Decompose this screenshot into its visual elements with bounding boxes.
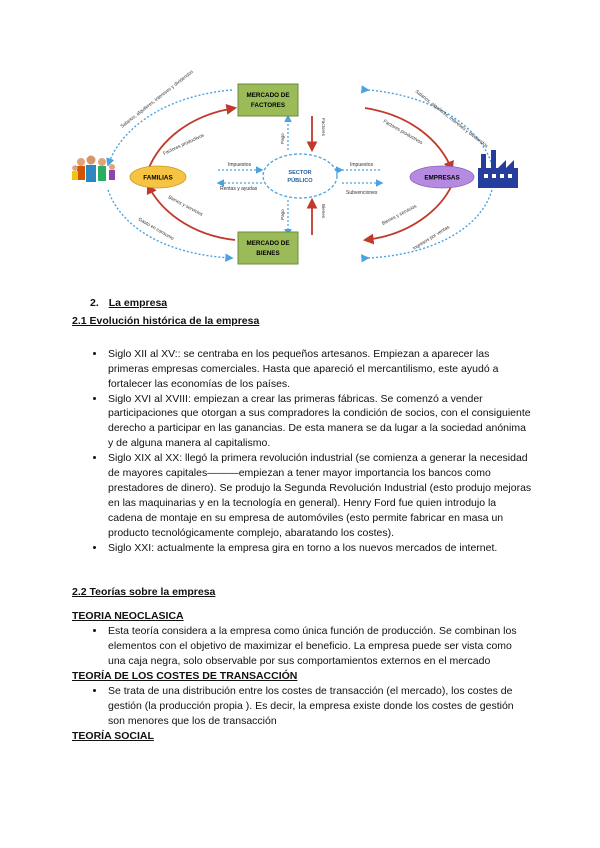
flow-label: Pago [280,209,285,220]
node-label: FACTORES [250,102,286,109]
flow-label: Ingresos por ventas [412,225,451,252]
list-item: • Siglo XIX al XX: llegó la primera revolución industrial (se comienza a generar la necesidad de mayores capitales———empiezan a tener mayor importancia los bancos como prestadores de dinero). Se produjo la Segunda Revolución Industrial (esto produjo mejoras en las maquinarias y en la tecnología en general). Henry Ford fue quien introdujo la cadena de montaje en su empresa de automóviles (esto permite fabricar en masa un producto tecnológicamente complejo, abaratando los costes). [106,451,532,540]
history-list [72,347,532,556]
flow-label: Bienes y servicios [167,195,204,218]
family-icon [72,156,115,183]
list-item: • Esta teoría considera a la empresa como única función de producción. Se combinan los elementos con el objetivo de maximizar el beneficio. La empresa puede ser vista como una caja negra, solo observable por sus comportamientos externos en el mercado [106,624,532,669]
list-item: • Siglo XVI al XVIII: empiezan a crear las primeras fábricas. Se comenzó a vender participaciones que otorgan a sus compradores la condición de socios, con el consiguiente derecho a participar en las ganancias. De esta manera se da lugar a la sociedad anónima y de alguna manera al capitalismo. [106,392,532,452]
flow-label: Bienes y servicios [381,204,418,227]
node-label: PÚBLICO [287,178,313,184]
node-label: MERCADO DE [246,92,290,99]
node-label: FAMILIAS [143,174,173,182]
node-mercado-bienes [238,232,298,264]
flow-label: Pago [280,133,285,144]
subsection-heading: 2.2 Teorías sobre la empresa [72,585,216,598]
flow-label: Impuestos [228,162,252,168]
section-number: 2. [90,297,99,309]
node-label: SECTOR [288,170,312,176]
theory-list [72,624,532,669]
factory-icon [478,150,518,188]
theory-heading: TEORÍA SOCIAL [72,729,154,742]
flow-label: Factores [321,118,326,136]
node-label: EMPRESAS [424,174,460,182]
node-sector-publico [263,154,337,198]
node-familias [130,166,186,188]
subsection-heading: 2.1 Evolución histórica de la empresa [72,314,260,327]
flow-label: Factores productivos [162,133,206,157]
document-body [72,296,532,744]
node-label: MERCADO DE [246,240,290,247]
circular-flow-diagram [60,70,540,275]
theory-heading: TEORÍA DE LOS COSTES DE TRANSACCIÓN [72,670,298,683]
flow-label: Rentas y ayudas [220,186,258,192]
list-item: • Se trata de una distribución entre los costes de transacción (el mercado), los costes de gestión (la producción propia ). Es decir, la empresa existe donde los costes de gestión son menores que los de transacción [106,684,532,729]
list-item: • Siglo XII al XV:: se centraba en los pequeños artesanos. Empiezan a aparecer las primeras empresas comerciales. Hasta que apareció el mercantilismo, este ayudó a fortalecer las economías de los países. [106,347,532,392]
section-title: La empresa [108,297,168,309]
flow-label: Subvenciones [346,190,378,196]
theory-list [72,684,532,729]
section-heading [90,296,532,311]
theory-heading: TEORIA NEOCLASICA [72,610,184,623]
node-label: BIENES [256,250,280,257]
node-empresas [410,166,474,188]
list-item: • Siglo XXI: actualmente la empresa gira en torno a los nuevos mercados de internet. [106,541,532,556]
flow-label: Bienes [321,204,326,219]
node-mercado-factores [238,84,298,116]
flow-label: Salarios, alquileres, intereses y dividendos [120,70,195,130]
flow-label: Impuestos [350,162,374,168]
flow-label: Factores productivos [382,119,424,146]
flow-label: Salarios, alquileres, intereses y dividendos [413,89,489,150]
flow-label: Gasto en consumo [137,217,175,242]
